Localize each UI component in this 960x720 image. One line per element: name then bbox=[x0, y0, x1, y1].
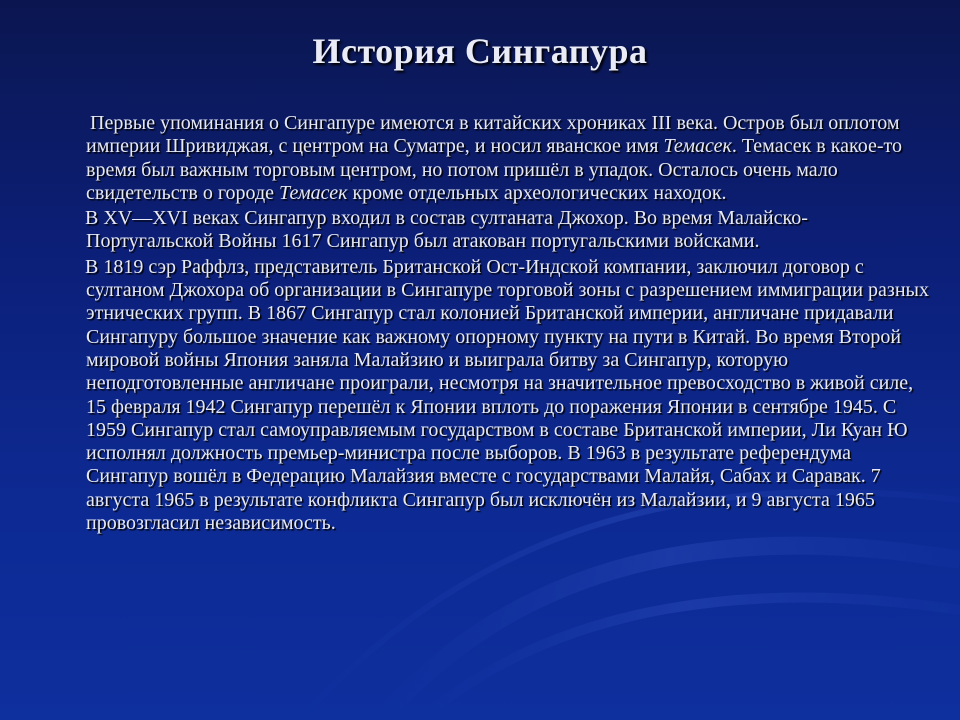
paragraph-early-history bbox=[72, 112, 932, 205]
paragraph-johor-sultanate bbox=[72, 207, 932, 254]
paragraph-lead-space bbox=[80, 112, 90, 134]
paragraph-text: В XV—XVI веках Сингапур входил в состав султаната Джохор. Во время Малайско-Португальской Войны 1617 Сингапур был атакован португальскими войсками. bbox=[85, 207, 808, 253]
paragraph-text-part: . Темасек в какое-то время был важным торговым центром, но потом пришёл в упадок. Осталось очень мало свидетельств о городе bbox=[86, 135, 902, 204]
paragraph-text: В 1819 сэр Раффлз, представитель Британской Ост-Индской компании, заключил договор с султаном Джохора об организации в Сингапуре торговой зоны с разрешением иммиграции разных этнических групп. В 1867 Сингапур стал колонией Британской империи, англичане придавали Сингапуру большое значение как важному опорному пункту на пути в Китай. Во время Второй мировой войны Япония заняла Малайзию и выиграла битву за Сингапур, которую неподготовленные англичане проиграли, несмотря на значительное превосходство в живой силе, 15 февраля 1942 Сингапур перешёл к Японии вплоть до поражения Японии в сентябре 1945. С 1959 Сингапур стал самоуправляемым государством в составе Британской империи, Ли Куан Ю исполнял должность премьер-министра после выборов. В 1963 в результате референдума Сингапур вошёл в Федерацию Малайзия вместе с государствами Малайя, Сабах и Саравак. 7 августа 1965 в результате конфликта Сингапур был исключён из Малайзии, и 9 августа 1965 провозгласил независимость. bbox=[85, 255, 929, 535]
paragraph-text-part: Первые упоминания о Сингапуре имеются в китайских хрониках III века. Остров был оплотом империи Шривиджая, с центром на Суматре, и носил яванское имя bbox=[86, 112, 900, 158]
slide-title: История Сингапура bbox=[312, 31, 648, 71]
paragraph-british-era bbox=[72, 256, 932, 536]
slide-body bbox=[72, 112, 932, 537]
paragraph-italic-name: Темасек bbox=[279, 181, 348, 204]
paragraph-italic-name: Темасек bbox=[663, 135, 732, 158]
paragraph-text-part: кроме отдельных археологических находок. bbox=[347, 181, 727, 204]
